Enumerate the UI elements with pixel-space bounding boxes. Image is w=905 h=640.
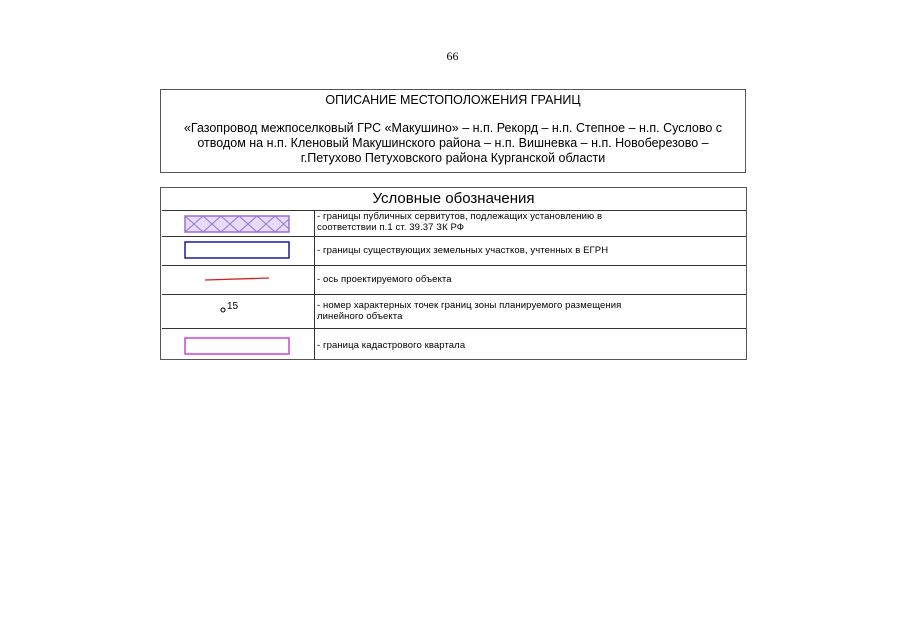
cadastral-quarter-symbol bbox=[184, 337, 290, 355]
legend-item-text: - границы существующих земельных участков, учтенных в ЕГРН bbox=[317, 245, 609, 256]
servitude-boundary-symbol bbox=[184, 215, 290, 233]
description-line: г.Петухово Петуховского района Курганской области bbox=[300, 151, 606, 165]
description-line: отводом на н.п. Кленовый Макушинского района – н.п. Вишневка – н.п. Новоберезово – bbox=[197, 136, 709, 150]
legend-title: Условные обозначения bbox=[372, 190, 535, 207]
description-line: «Газопровод межпоселковый ГРС «Макушино» – н.п. Рекорд – н.п. Степное – н.п. Суслово с bbox=[183, 121, 723, 135]
description-body bbox=[161, 121, 745, 166]
page-number: 66 bbox=[446, 49, 459, 63]
description-heading: ОПИСАНИЕ МЕСТОПОЛОЖЕНИЯ ГРАНИЦ bbox=[325, 93, 581, 107]
legend-column-divider bbox=[314, 210, 315, 360]
legend-table bbox=[160, 187, 747, 360]
land-plot-boundary-symbol bbox=[184, 241, 290, 259]
legend-row-divider bbox=[162, 294, 746, 295]
legend-item-text: - ось проектируемого объекта bbox=[317, 274, 452, 285]
point-marker-icon bbox=[220, 307, 226, 313]
point-number-label: 15 bbox=[227, 301, 239, 312]
legend-item-text: - номер характерных точек границ зоны планируемого размещения линейного объекта bbox=[317, 300, 622, 322]
legend-item-text: - границы публичных сервитутов, подлежащих установлению в соответствии п.1 ст. 39.37 ЗК РФ bbox=[317, 211, 603, 233]
legend-row-divider bbox=[162, 328, 746, 329]
legend-item-text: - граница кадастрового квартала bbox=[317, 340, 466, 351]
legend-row-divider bbox=[162, 265, 746, 266]
boundary-description-box bbox=[160, 89, 746, 173]
legend-row-divider bbox=[162, 236, 746, 237]
axis-line-symbol bbox=[204, 275, 270, 283]
